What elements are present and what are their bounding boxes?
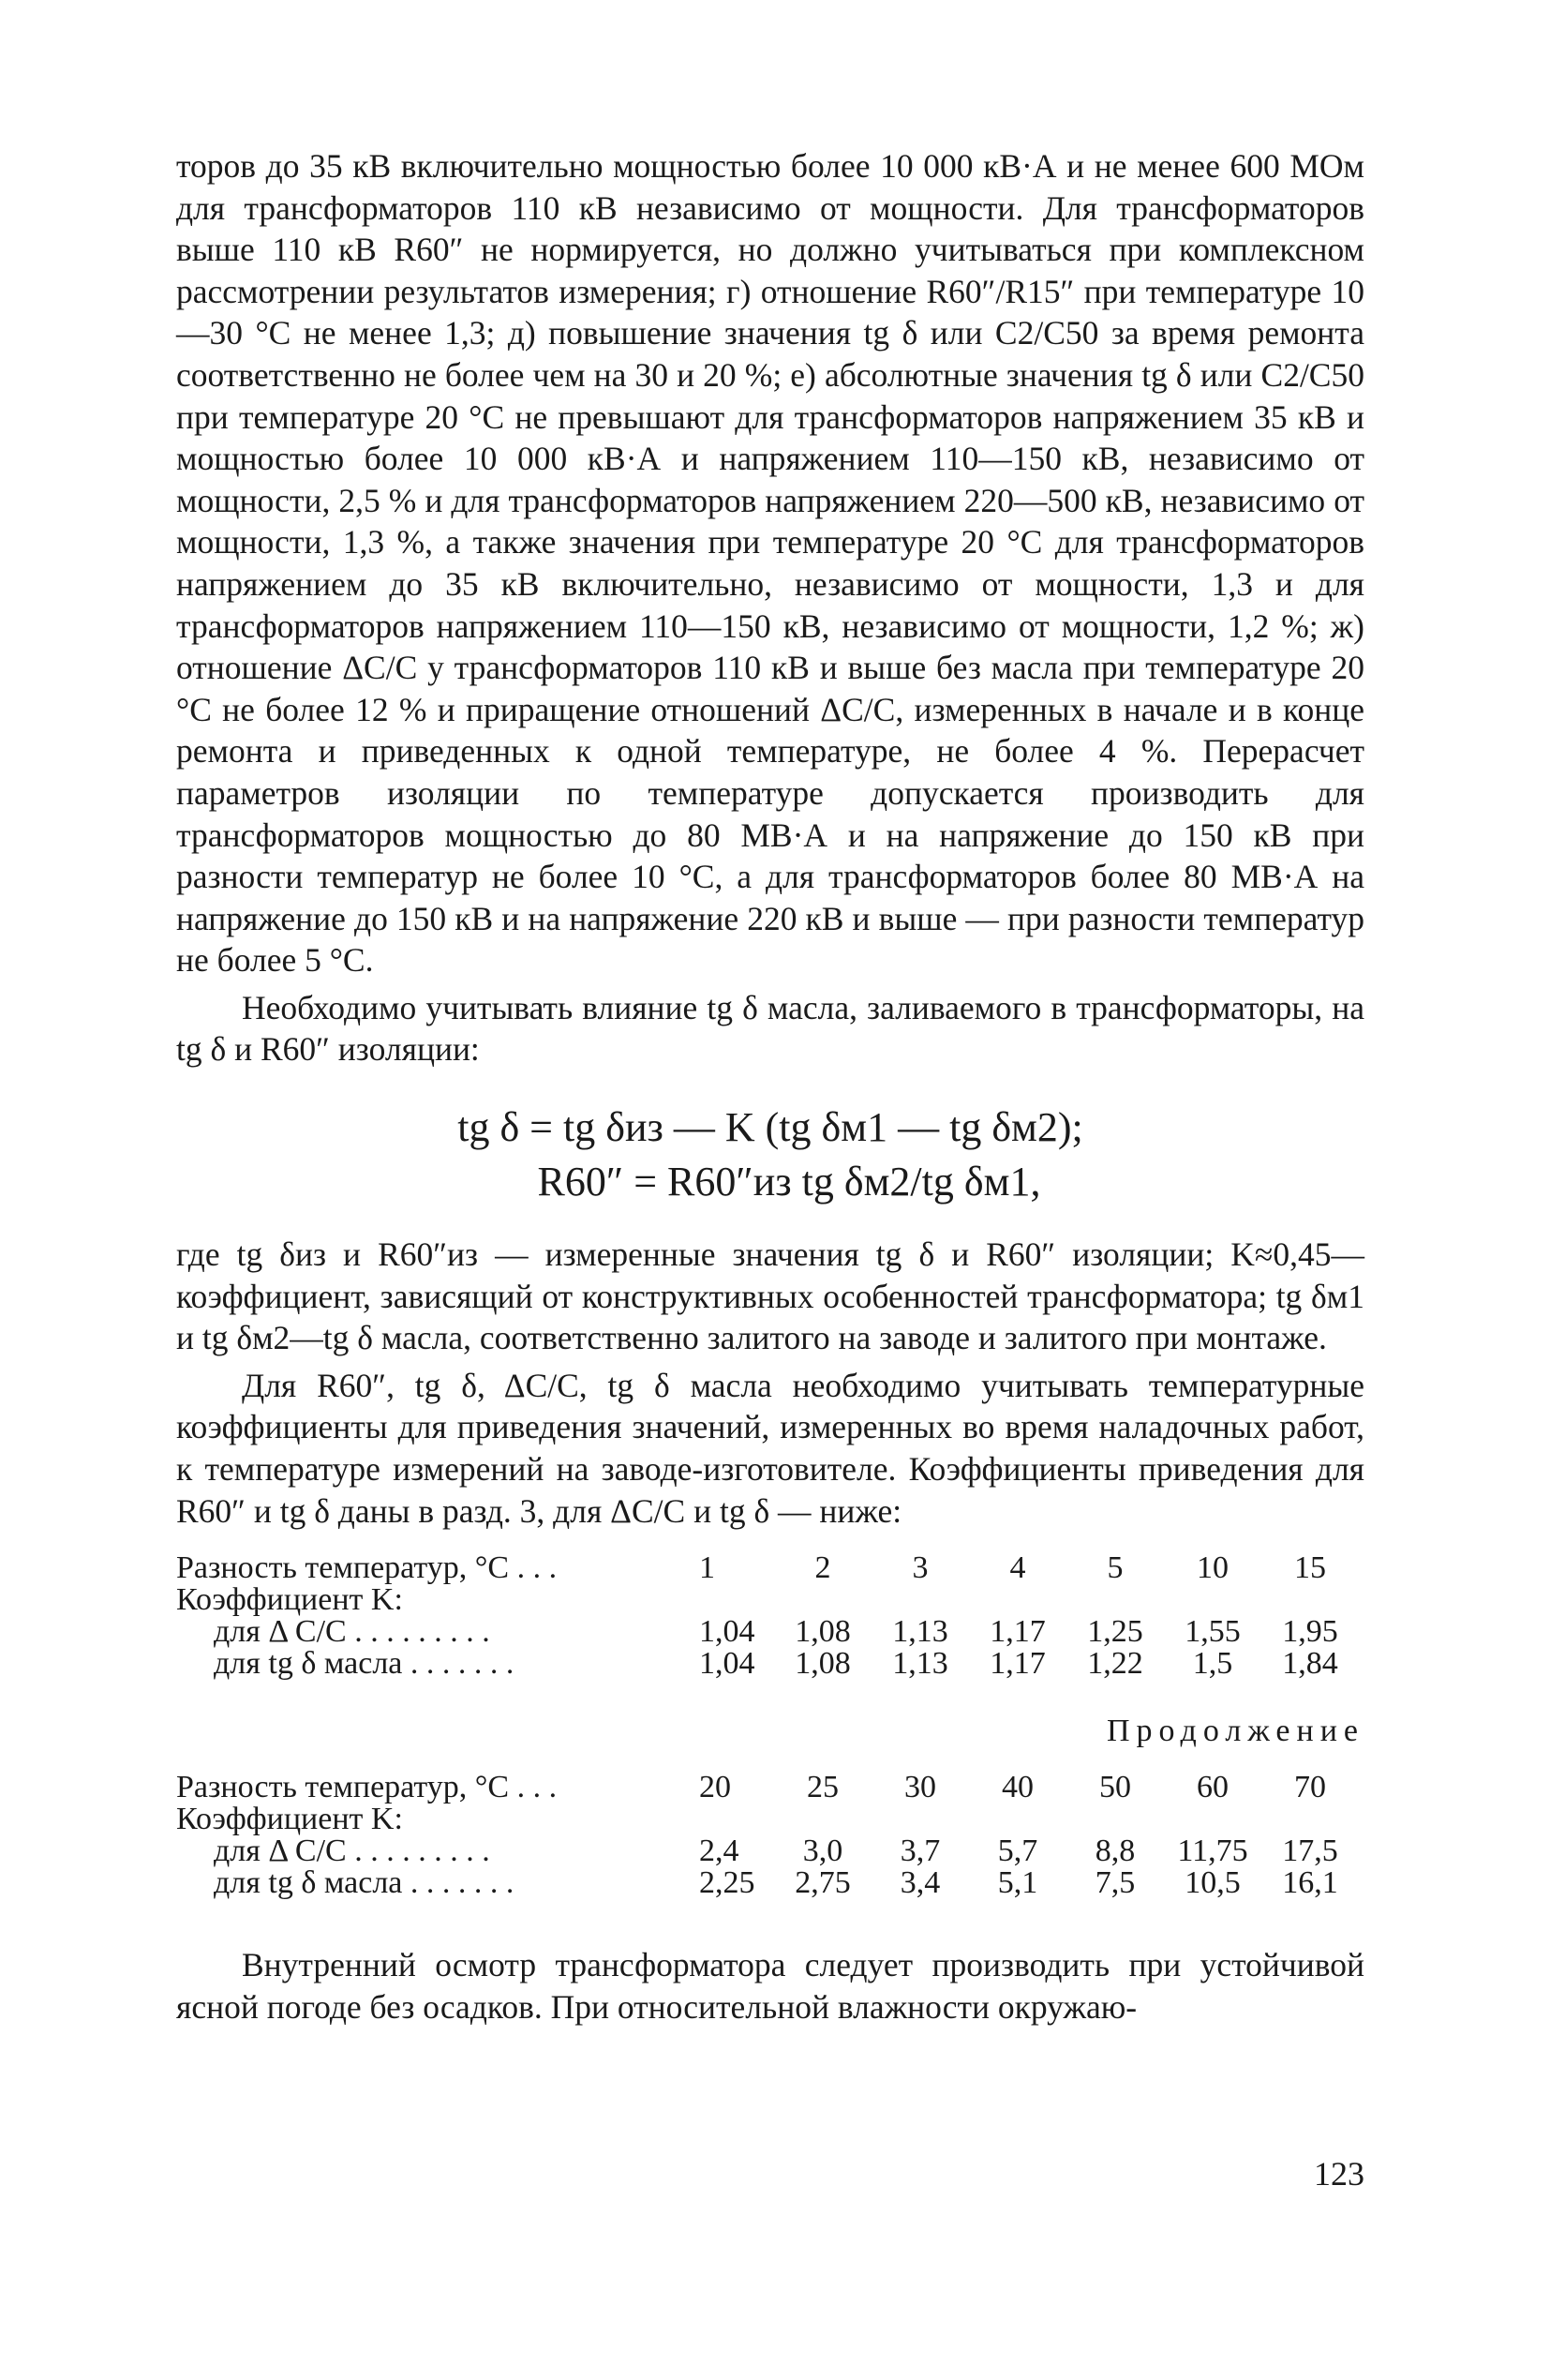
table-header-label: Разность температур, °С . . . [176, 1552, 558, 1585]
table-row [176, 1616, 1364, 1648]
table-cell: 1,08 [795, 1614, 851, 1650]
table-cell: 1,17 [990, 1614, 1046, 1650]
table-cell: 1,55 [1185, 1614, 1241, 1650]
table-cell: 10,5 [1185, 1865, 1241, 1901]
table-cell: 3,4 [900, 1865, 941, 1901]
continuation-label: Продолжение [1106, 1714, 1364, 1749]
table-cell: 4 [1009, 1550, 1026, 1586]
table-cell: 17,5 [1282, 1834, 1338, 1869]
table-cell: 1,25 [1087, 1614, 1143, 1650]
table-cell: 30 [904, 1770, 936, 1805]
table-cell: 1,04 [699, 1614, 755, 1650]
paragraph-continuation: торов до 35 кВ включительно мощностью более 10 000 кВ·А и не менее 600 МОм для трансформаторов 110 кВ независимо от мощности. Для трансформаторов выше 110 кВ R60″ не нормируется, но должно учитываться при комплексном рассмотрении результатов измерения; г) отношение R60″/R15″ при температуре 10—30 °С не менее 1,3; д) повышение значения tg δ или C2/C50 за время ремонта соответственно не более чем на 30 и 20 %; е) абсолютные значения tg δ или C2/C50 при температуре 20 °С не превышают для трансформаторов напряжением 35 кВ и мощностью более 10 000 кВ·А и напряжением 110—150 кВ, независимо от мощности, 2,5 % и для трансформаторов напряжением 220—500 кВ, независимо от мощности, 1,3 %, а также значения при температуре 20 °С для трансформаторов напряжением до 35 кВ включительно, независимо от мощности, 1,3 и для трансформаторов напряжением 110—150 кВ, независимо от мощности, 1,2 %; ж) отношение ΔC/C у трансформаторов 110 кВ и выше без масла при температуре 20 °С не более 12 % и приращение отношений ΔC/C, измеренных в начале и в конце ремонта и приведенных к одной температуре, не более 4 %. Перерасчет параметров изоляции по температуре допускается производить для трансформаторов мощностью до 80 МВ·А и на напряжение до 150 кВ при разности температур не более 10 °С, а для трансформаторов более 80 МВ·А на напряжение до 150 кВ и на напряжение 220 кВ и выше — при разности температур не более 5 °С. [176, 147, 1364, 980]
table-coef-label: Коэффициент K: [176, 1584, 403, 1617]
table-row-label: для tg δ масла . . . . . . . [214, 1867, 514, 1900]
coefficient-table-2 [176, 1772, 1364, 1899]
table-cell: 7,5 [1095, 1865, 1136, 1901]
table-cell: 70 [1294, 1770, 1326, 1805]
table-cell: 1,13 [892, 1646, 948, 1682]
table-cell: 1,22 [1087, 1646, 1143, 1682]
table-row-label: для Δ C/C . . . . . . . . . [214, 1835, 490, 1868]
paragraph-definitions: где tg δиз и R60″из — измеренные значения tg δ и R60″ изоляции; K≈0,45— коэффициент, зависящий от конструктивных особенностей трансформатора; tg δм1 и tg δм2—tg δ масла, соответственно залитого на заводе и залитого при монтаже. [176, 1235, 1364, 1357]
table-cell: 1,95 [1282, 1614, 1338, 1650]
table-cell: 3,7 [900, 1834, 941, 1869]
table-cell: 10 [1197, 1550, 1229, 1586]
paragraph-oil-influence: Необходимо учитывать влияние tg δ масла, заливаемого в трансформаторы, на tg δ и R60″ изоляции: [176, 988, 1364, 1069]
table-cell: 2 [814, 1550, 831, 1586]
table-row [176, 1648, 1364, 1680]
table-cell: 2,4 [699, 1834, 739, 1869]
table-cell: 2,75 [795, 1865, 851, 1901]
table-cell: 25 [807, 1770, 839, 1805]
table-cell: 1,08 [795, 1646, 851, 1682]
table-cell: 2,25 [699, 1865, 755, 1901]
table-cell: 1,04 [699, 1646, 755, 1682]
table-cell: 50 [1099, 1770, 1131, 1805]
formula-block [176, 1100, 1364, 1209]
table-cell: 60 [1197, 1770, 1229, 1805]
table-cell: 1,17 [990, 1646, 1046, 1682]
table-row [176, 1867, 1364, 1899]
coefficient-table-1 [176, 1552, 1364, 1680]
table-cell: 16,1 [1282, 1865, 1338, 1901]
table-cell: 3,0 [802, 1834, 843, 1869]
table-row-header [176, 1772, 1364, 1804]
table-row-coef-label [176, 1584, 1364, 1616]
table-cell: 1,13 [892, 1614, 948, 1650]
formula-tg-delta: tg δ = tg δиз — K (tg δм1 — tg δм2); [457, 1104, 1083, 1151]
table-row-label: для tg δ масла . . . . . . . [214, 1648, 514, 1681]
table-cell: 5 [1107, 1550, 1124, 1586]
table-cell: 1 [699, 1550, 715, 1586]
table-cell: 5,1 [997, 1865, 1038, 1901]
page-number: 123 [1314, 2155, 1364, 2193]
table-cell: 40 [1002, 1770, 1034, 1805]
table-cell: 3 [912, 1550, 929, 1586]
table-cell: 8,8 [1095, 1834, 1136, 1869]
paragraph-temperature-coefficients: Для R60″, tg δ, ΔC/C, tg δ масла необходимо учитывать температурные коэффициенты для приведения значений, измеренных во время наладочных работ, к температуре измерений на заводе-изготовителе. Коэффициенты приведения для R60″ и tg δ даны в разд. 3, для ΔC/C и tg δ — ниже: [176, 1366, 1364, 1530]
table-cell: 1,5 [1192, 1646, 1233, 1682]
table-row-label: для Δ C/C . . . . . . . . . [214, 1616, 490, 1649]
formula-r60: R60″ = R60″из tg δм2/tg δм1, [537, 1159, 1041, 1205]
table-cell: 5,7 [997, 1834, 1038, 1869]
table-cell: 1,84 [1282, 1646, 1338, 1682]
table-coef-label: Коэффициент K: [176, 1804, 403, 1836]
table-cell: 11,75 [1177, 1834, 1248, 1869]
paragraph-inspection: Внутренний осмотр трансформатора следует производить при устойчивой ясной погоде без осадков. При относительной влажности окружаю- [176, 1946, 1364, 2026]
table-row-coef-label [176, 1804, 1364, 1835]
table-row-header [176, 1552, 1364, 1584]
table-row [176, 1835, 1364, 1867]
table-cell: 15 [1294, 1550, 1326, 1586]
table-header-label: Разность температур, °С . . . [176, 1772, 558, 1804]
table-cell: 20 [699, 1770, 731, 1805]
page-body [176, 145, 1364, 2028]
